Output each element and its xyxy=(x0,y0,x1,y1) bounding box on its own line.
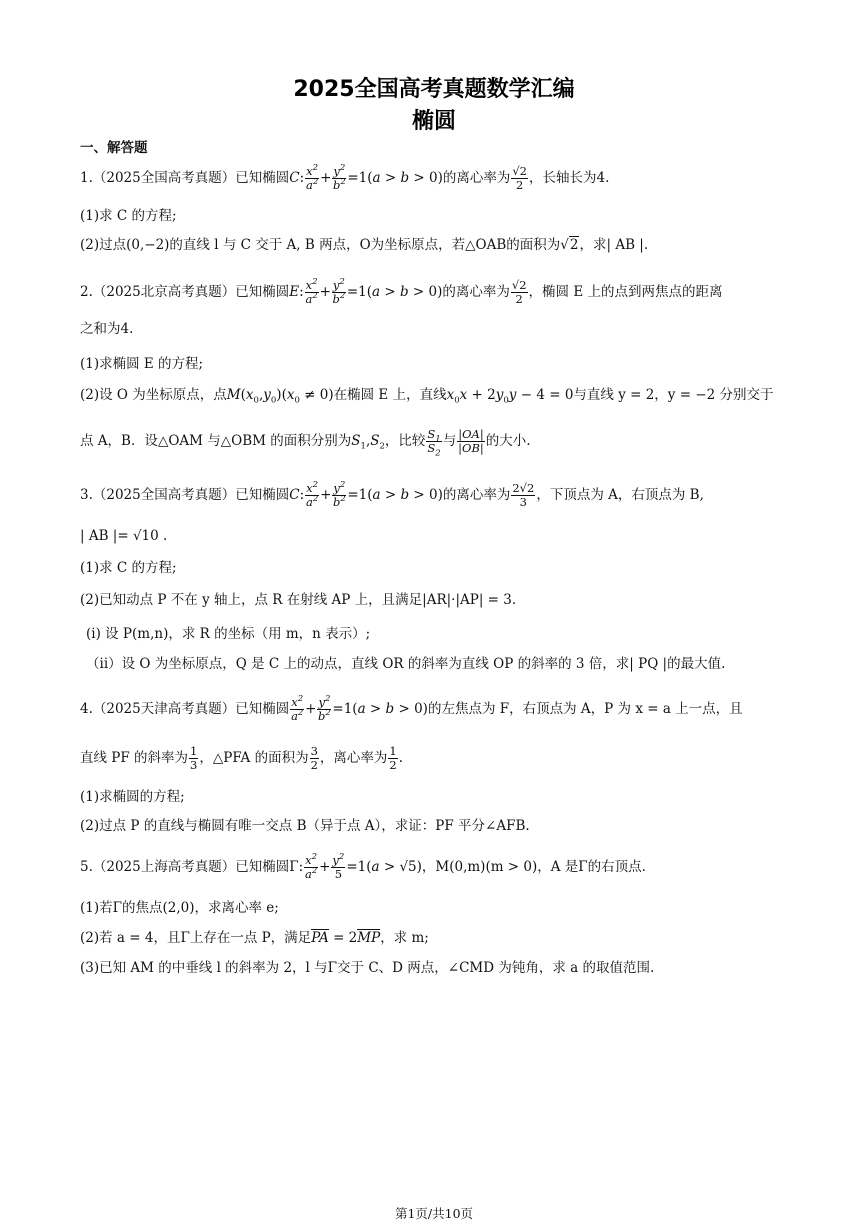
problem-1-question-2: (2)过点(0,−2)的直线 l 与 C 交于 A, B 两点，O为坐标原点，若△OAB的面积为√2，求| AB |. xyxy=(80,237,649,253)
problem-2-question-1: (1)求椭圆 E 的方程; xyxy=(80,356,204,372)
problem-5-question-3: (3)已知 AM 的中垂线 l 的斜率为 2，l 与Γ交于 C、D 两点，∠CMD 为钝角，求 a 的取值范围. xyxy=(80,960,655,976)
section-heading: 一、解答题 xyxy=(80,140,148,156)
page-subtitle: 椭圆 xyxy=(411,109,456,134)
problem-4-question-1: (1)求椭圆的方程; xyxy=(80,789,185,805)
problem-3-statement: 3.（2025全国高考真题）已知椭圆C: $\frac{x^2}{a^2}$ + $\frac{y^2}{b^2}$ =1(a > b > 0)的离心率为 $\frac{2√2}{3}$ ，下顶点为 A，右顶点为 B, xyxy=(80,480,704,509)
problem-4-question-2: (2)过点 P 的直线与椭圆有唯一交点 B（异于点 A），求证：PF 平分∠AFB. xyxy=(80,818,530,834)
problem-5-question-2: (2)若 a = 4，且Γ上存在一点 P，满足PA = 2MP，求 m; xyxy=(80,930,429,946)
page-footer: 第1页/共10页 xyxy=(394,1206,474,1221)
problem-2-question-2-cont: 点 A，B．设△OAM 与△OBM 的面积分别为$S_1,S_2$，比较 $\frac{S_1}{S_2}$ 与 $\frac{|OA|}{|OB|}$ 的大小. xyxy=(80,427,531,459)
problem-1-statement: 1.（2025全国高考真题）已知椭圆C: $\frac{x^2}{a^2}$ + $\frac{y^2}{b^2}$ =1(a > b > 0)的离心率为 $\frac{√2}{2}$ ，长轴长为4. xyxy=(80,163,610,192)
page-title: 2025全国高考真题数学汇编 xyxy=(293,77,575,102)
problem-2-statement: 2.（2025北京高考真题）已知椭圆E: $\frac{x^2}{a^2}$ + $\frac{y^2}{b^2}$ =1(a > b > 0)的离心率为 $\frac{√2}{2}$ ，椭圆 E 上的点到两焦点的距离 xyxy=(80,277,723,306)
problem-2-statement-cont: 之和为4. xyxy=(80,321,134,337)
problem-1-question-1: (1)求 C 的方程; xyxy=(80,208,177,224)
problem-4-statement-cont: 直线 PF 的斜率为 $\frac{1}{3}$ ，△PFA 的面积为 $\frac{3}{2}$ ，离心率为 $\frac{1}{2}$ . xyxy=(80,744,404,772)
problem-3-statement-cont: | AB |= √10 . xyxy=(80,528,168,544)
problem-3-question-1: (1)求 C 的方程; xyxy=(80,560,177,576)
problem-2-question-2: (2)设 O 为坐标原点，点$M(x_0,y_0)(x_0 \ne 0)$在椭圆 E 上，直线$x_0x + 2y_0y - 4 = 0$与直线 y = 2，y = −2 分别交于 xyxy=(80,387,774,406)
problem-4-statement: 4.（2025天津高考真题）已知椭圆 $\frac{x^2}{a^2}$ + $\frac{y^2}{b^2}$ =1(a > b > 0)的左焦点为 F，右顶点为 A，P 为 x = a 上一点，且 xyxy=(80,694,743,723)
problem-5-question-1: (1)若Γ的焦点(2,0)，求离心率 e; xyxy=(80,900,279,916)
problem-3-question-2: (2)已知动点 P 不在 y 轴上，点 R 在射线 AP 上，且满足|AR|·|AP| = 3. xyxy=(80,592,517,608)
problem-3-question-2-ii: （ii）设 O 为坐标原点，Q 是 C 上的动点，直线 OR 的斜率为直线 OP 的斜率的 3 倍，求| PQ |的最大值. xyxy=(86,656,726,672)
problem-5-statement: 5.（2025上海高考真题）已知椭圆Γ: $\frac{x^2}{a^2}$ + $\frac{y^2}{5}$ =1(a > √5)，M(0,m)(m > 0)，A 是Γ的右顶点. xyxy=(80,852,646,881)
problem-3-question-2-i: (i) 设 P(m,n)，求 R 的坐标（用 m，n 表示）; xyxy=(86,626,371,642)
